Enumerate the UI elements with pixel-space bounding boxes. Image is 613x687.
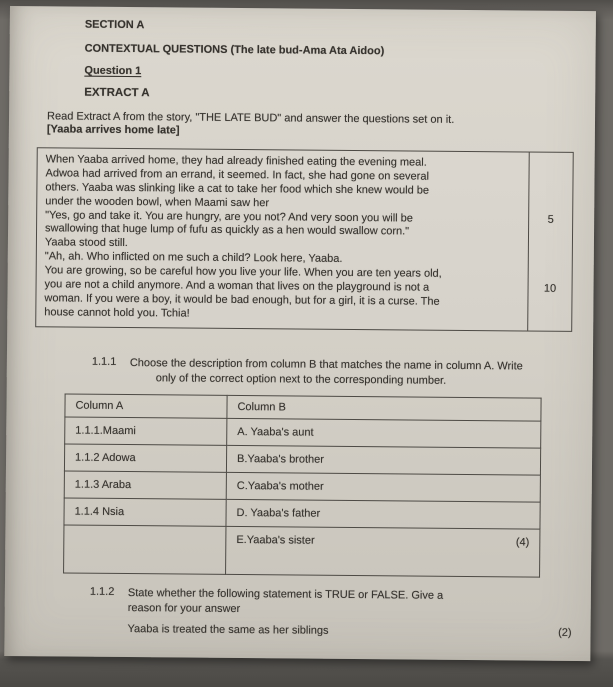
line-number	[529, 171, 572, 185]
question-text	[130, 356, 574, 390]
column-b-cell: B.Yaaba's brother	[226, 445, 540, 475]
question-text-line: reason for your answer	[127, 601, 241, 615]
statement-row	[128, 622, 572, 641]
extract-line: "Yes, go and take it. You are hungry, are you not? And very soon you will be	[45, 208, 413, 225]
column-b-option: E.Yaaba's sister	[236, 533, 315, 547]
column-b-cell	[226, 526, 540, 577]
section-heading: SECTION A	[84, 18, 145, 32]
question-text-line: Choose the description from column B that matches the name in column A. Write	[129, 356, 523, 373]
line-number	[528, 310, 571, 324]
line-number	[529, 227, 572, 241]
column-a-cell: 1.1.2 Adowa	[64, 444, 226, 472]
table-row	[64, 444, 540, 475]
table-row	[65, 417, 541, 448]
question-text-line: State whether the following statement is TRUE or FALSE. Give a	[127, 586, 444, 602]
extract-line: swallowing that huge lump of fufu as quickly as a hen would swallow corn."	[45, 222, 410, 238]
question-heading: Question 1	[84, 64, 142, 78]
column-a-cell: 1.1.4 Nsia	[64, 498, 226, 526]
table-row	[64, 471, 540, 502]
extract-heading: EXTRACT A	[84, 86, 150, 100]
extract-box	[35, 147, 574, 331]
line-number	[528, 296, 571, 310]
line-number	[530, 158, 573, 172]
line-number	[529, 269, 572, 283]
table-row	[64, 498, 540, 529]
extract-line: Yaaba stood still.	[44, 236, 128, 250]
column-a-cell: 1.1.1.Maami	[65, 417, 227, 445]
line-number: 5	[547, 213, 554, 226]
question-1-1-1	[92, 355, 574, 389]
column-b-cell: C.Yaaba's mother	[226, 472, 540, 502]
extract-line: "Ah, ah. Who inflicted on me such a child? Look here, Yaaba.	[44, 250, 343, 266]
line-number-column	[527, 153, 573, 331]
extract-line: You are growing, so be careful how you live your life. When you are ten years old,	[44, 264, 442, 280]
column-a-cell	[64, 525, 226, 574]
extract-line: Adwoa had arrived from an errand, it seemed. In fact, she had gone on several	[45, 167, 429, 183]
line-number	[529, 185, 572, 199]
column-a-header: Column A	[65, 394, 227, 418]
column-b-header: Column B	[227, 395, 541, 421]
extract-line: under the wooden bowl, when Maami saw her	[45, 194, 270, 209]
column-b-cell: A. Yaaba's aunt	[227, 418, 541, 448]
question-number: 1.1.1	[91, 355, 117, 368]
exam-paper	[4, 6, 596, 661]
column-a-cell: 1.1.3 Araba	[64, 471, 226, 499]
line-number	[529, 199, 572, 213]
marks-4: (4)	[515, 536, 530, 549]
stage-direction: [Yaaba arrives home late]	[46, 123, 180, 137]
line-number: 10	[543, 282, 557, 295]
line-number	[529, 255, 572, 269]
extract-line: house cannot hold you. Tchia!	[44, 306, 190, 320]
marks-2: (2)	[558, 626, 572, 639]
question-number: 1.1.2	[89, 585, 115, 598]
extract-text-column	[36, 148, 529, 330]
matching-table	[63, 393, 542, 577]
question-1-1-2	[90, 585, 572, 640]
question-text-line: only of the correct option next to the corresponding number.	[155, 371, 447, 387]
question-text	[128, 586, 572, 641]
paper-content	[5, 6, 596, 641]
extract-line: others. Yaaba was slinking like a cat to take her food which she knew would be	[45, 181, 430, 197]
extract-line: woman. If you were a boy, it would be bad enough, but for a girl, it is a curse. The	[44, 292, 440, 308]
column-b-cell: D. Yaaba's father	[226, 499, 540, 529]
statement-text: Yaaba is treated the same as her siblings	[127, 622, 329, 637]
instruction-text: Read Extract A from the story, "THE LATE BUD" and answer the questions set on it.	[46, 110, 455, 126]
line-number	[529, 241, 572, 255]
table-row	[64, 525, 540, 577]
extract-line: When Yaaba arrived home, they had already finished eating the evening meal.	[45, 153, 427, 169]
paper-subtitle: CONTEXTUAL QUESTIONS (The late bud-Ama Ata Aidoo)	[84, 42, 385, 58]
extract-line: you are not a child anymore. And a woman that lives on the playground is not a	[44, 278, 430, 294]
